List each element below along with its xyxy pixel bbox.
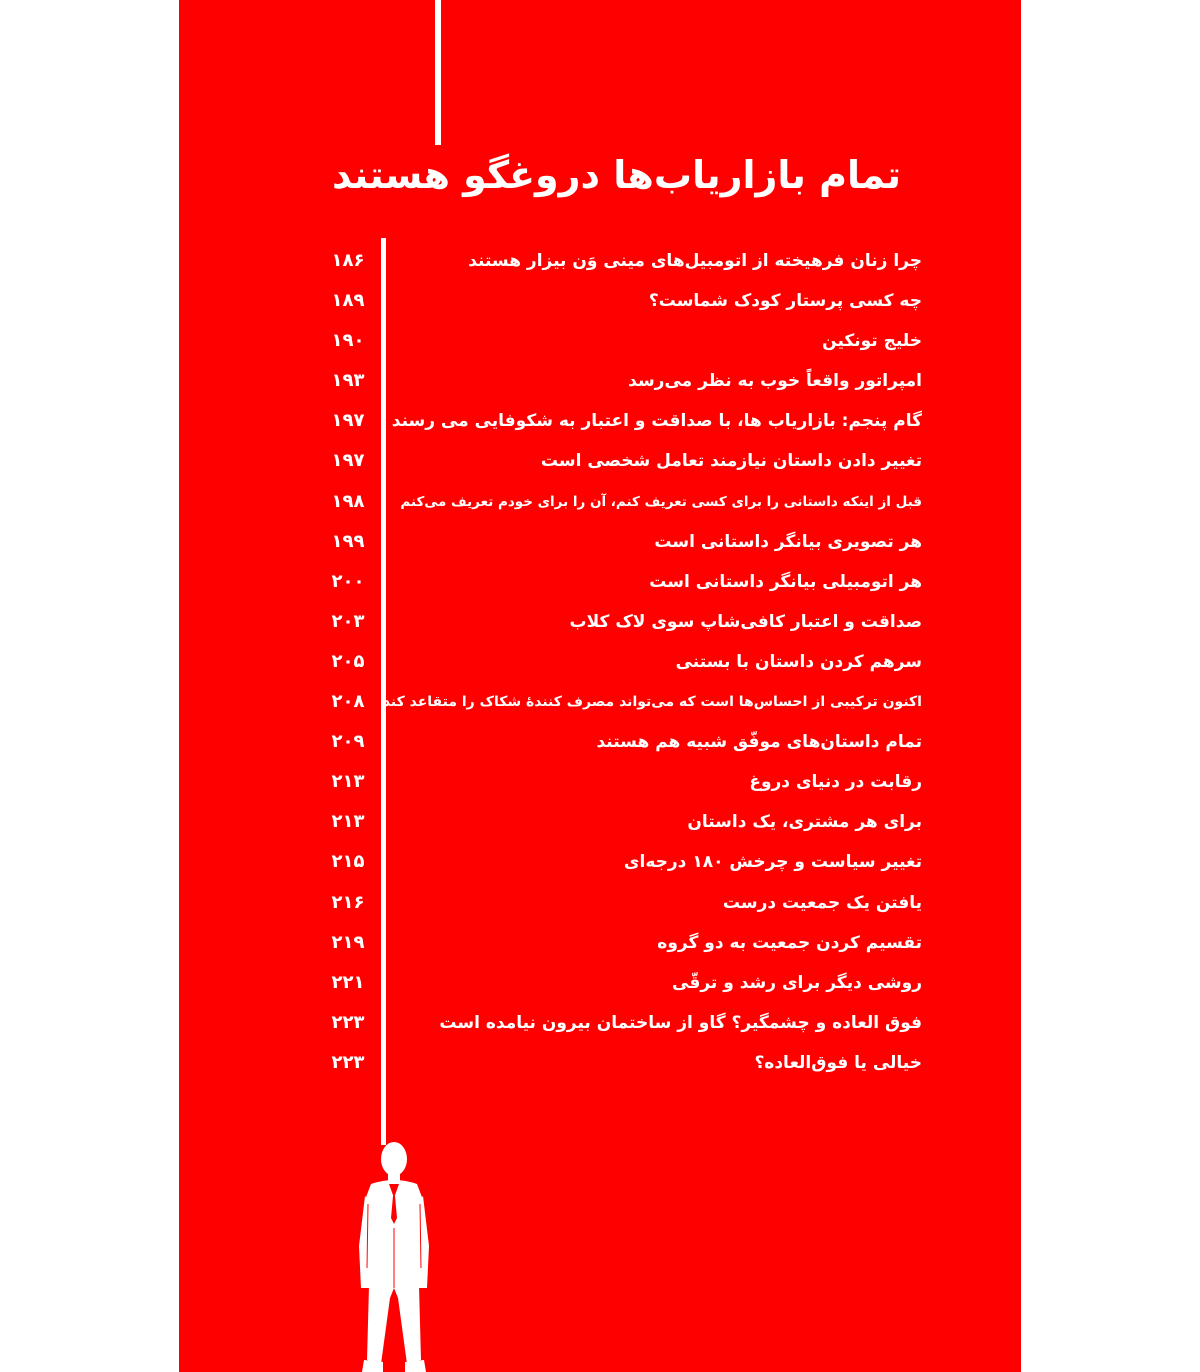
toc-entry-page: ۲۱۶: [331, 891, 365, 913]
toc-entry-page: ۲۱۵: [331, 851, 365, 873]
toc-entry-title: چرا زنان فرهیخته از اتومبیل‌های مینی وَن بیزار هستند: [468, 251, 922, 271]
toc-entry-page: ۲۰۰: [331, 570, 365, 592]
toc-entry-title: چه کسی پرستار کودک شماست؟: [648, 291, 922, 312]
toc-entry: [319, 1043, 939, 1083]
toc-entry-title: روشی دیگر برای رشد و ترقّی: [672, 972, 922, 993]
toc-entry-page: ۲۰۸: [331, 691, 365, 713]
toc-entry: [319, 923, 939, 963]
toc-entry: [319, 802, 939, 842]
toc-entry-title: صداقت و اعتبار کافی‌شاپ سوی لاک کلاب: [569, 611, 922, 632]
toc-entry: [319, 762, 939, 802]
page-title: تمام بازاریاب‌ها دروغگو هستند: [331, 153, 902, 197]
toc-entry-title: تغییر سیاست و چرخش ۱۸۰ درجه‌ای: [623, 852, 922, 873]
toc-entry-title: هر اتومبیلی بیانگر داستانی است: [649, 571, 922, 592]
toc-entry-page: ۲۱۳: [331, 811, 365, 833]
toc-entry-title: خلیج تونکین: [822, 331, 922, 352]
toc-entry: [319, 682, 939, 722]
toc-entry-page: ۱۹۷: [331, 410, 365, 432]
toc-entry-page: ۲۱۳: [331, 771, 365, 793]
top-vertical-rule: [435, 0, 441, 145]
toc-entry-title: یافتن یک جمعیت درست: [722, 892, 922, 913]
toc-entry-page: ۱۹۹: [331, 530, 365, 552]
toc-entry-page: ۲۰۳: [331, 610, 365, 632]
toc-entry: [319, 241, 939, 281]
toc-entry-page: ۲۰۵: [331, 650, 365, 672]
toc-entry-title: سرهم کردن داستان با بستنی: [675, 651, 922, 672]
toc-entry: [319, 562, 939, 602]
table-of-contents: [319, 241, 939, 1083]
toc-entry-title: تقسیم کردن جمعیت به دو گروه: [657, 932, 922, 953]
toc-entry-page: ۱۹۸: [331, 490, 365, 512]
toc-entry: [319, 842, 939, 882]
toc-entry-page: ۱۸۶: [331, 250, 365, 271]
toc-entry: [319, 883, 939, 923]
toc-entry-title: هر تصویری بیانگر داستانی است: [654, 531, 922, 552]
toc-entry: [319, 321, 939, 361]
toc-entry: [319, 482, 939, 522]
toc-entry: [319, 963, 939, 1003]
toc-entry: [319, 522, 939, 562]
toc-entry-title: امپراتور واقعاً خوب به نظر می‌رسد: [628, 371, 922, 392]
toc-entry-page: ۲۱۹: [331, 931, 365, 953]
toc-entry: [319, 642, 939, 682]
toc-entry-page: ۲۲۱: [331, 971, 365, 993]
toc-entry: [319, 361, 939, 401]
toc-entry-title: قبل از اینکه داستانی را برای کسی تعریف کنم، آن را برای خودم تعریف می‌کنم: [400, 493, 922, 510]
toc-entry-title: تغییر دادن داستان نیازمند تعامل شخصی است: [540, 451, 922, 472]
toc-entry: [319, 602, 939, 642]
toc-entry-page: ۱۹۰: [331, 330, 365, 352]
toc-entry-title: اکنون ترکیبی از احساس‌ها است که می‌تواند مصرف کنندهٔ شکاک را متقاعد کند: [382, 694, 922, 711]
toc-entry-page: ۱۹۳: [331, 370, 365, 392]
toc-entry: [319, 401, 939, 441]
toc-entry-title: برای هر مشتری، یک داستان: [687, 812, 922, 833]
book-page: [179, 0, 1021, 1372]
toc-entry-page: ۲۲۳: [331, 1051, 365, 1073]
toc-entry-page: ۱۸۹: [331, 290, 365, 312]
toc-entry: [319, 722, 939, 762]
toc-entry-page: ۲۰۹: [331, 731, 365, 753]
toc-entry: [319, 1003, 939, 1043]
toc-entry-page: ۱۹۷: [331, 450, 365, 472]
toc-entry-title: گام پنجم: بازاریاب ها، با صداقت و اعتبار به شکوفایی می رسند: [391, 411, 922, 432]
toc-entry: [319, 441, 939, 481]
toc-entry-title: رقابت در دنیای دروغ: [749, 772, 922, 793]
toc-entry-title: تمام داستان‌های موفّق شبیه هم هستند: [596, 732, 922, 753]
businessman-silhouette-icon: [359, 1138, 429, 1372]
toc-entry-page: ۲۲۳: [331, 1011, 365, 1033]
toc-entry-title: خیالی یا فوق‌العاده؟: [754, 1052, 922, 1073]
toc-entry: [319, 281, 939, 321]
toc-entry-title: فوق العاده و چشمگیر؟ گاو از ساختمان بیرون نیامده است: [439, 1012, 922, 1033]
